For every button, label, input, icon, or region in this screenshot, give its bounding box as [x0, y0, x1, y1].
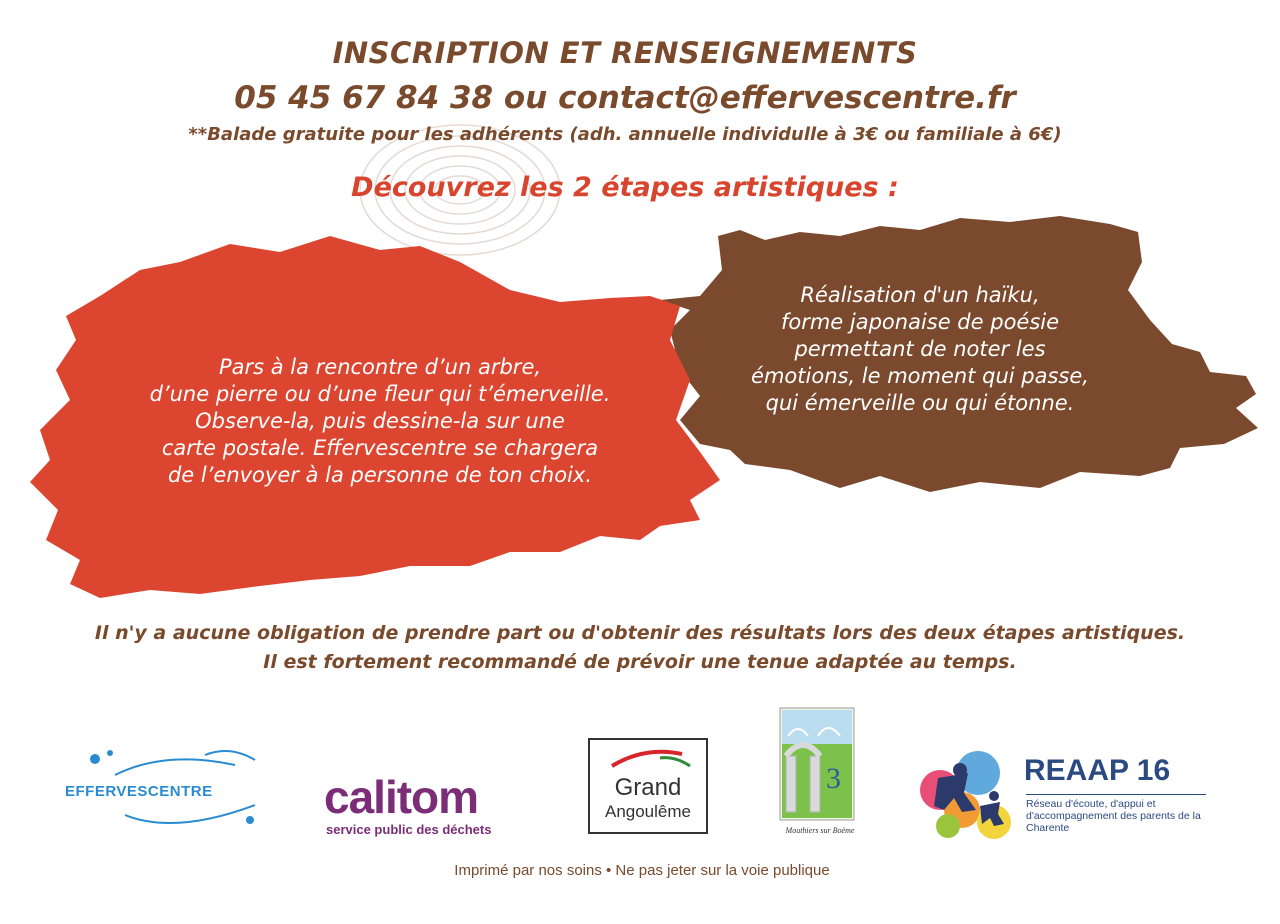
reaap-divider — [1026, 794, 1206, 795]
effervescentre-logo — [55, 745, 280, 840]
contact-info: 05 45 67 84 38 ou contact@effervescentre.fr — [234, 80, 1016, 116]
grand-angouleme-line2: Angoulême — [604, 802, 691, 821]
mouthiers-caption: Mouthiers sur Boëme — [785, 826, 855, 835]
calitom-logo — [322, 771, 532, 848]
step2-line: permettant de noter les — [794, 337, 1046, 361]
calitom-tagline: service public des déchets — [326, 822, 492, 837]
reaap-logo — [918, 748, 1218, 848]
svg-text:3: 3 — [826, 762, 841, 795]
disclaimer-line: Il n'y a aucune obligation de prendre part ou d'obtenir des résultats lors des deux étapes artistiques. — [94, 622, 1186, 644]
step2-line: émotions, le moment qui passe, — [751, 364, 1089, 388]
step1-text — [100, 354, 660, 489]
step2-line: forme japonaise de poésie — [780, 310, 1060, 334]
step1-line: de l’envoyer à la personne de ton choix. — [167, 463, 593, 487]
grand-angouleme-logo — [588, 738, 708, 834]
effervescentre-wordmark: EFFERVESCENTRE — [65, 783, 213, 800]
calitom-wordmark: calitom — [324, 771, 479, 823]
disclaimer-line: Il est fortement recommandé de prévoir une tenue adaptée au temps. — [263, 651, 1017, 673]
step1-line: Observe-la, puis dessine-la sur une — [195, 409, 565, 433]
disclaimer — [0, 619, 1280, 677]
step2-text — [700, 282, 1140, 417]
membership-note: **Balade gratuite pour les adhérents (adh. annuelle individulle à 3€ ou familiale à 6€) — [188, 124, 1062, 145]
step2-line: Réalisation d'un haïku, — [800, 283, 1040, 307]
step1-line: d’une pierre ou d’une fleur qui t’émerveille. — [149, 382, 611, 406]
mouthiers-logo — [778, 706, 862, 840]
page-title: INSCRIPTION ET RENSEIGNEMENTS — [332, 36, 918, 70]
step1-line: carte postale. Effervescentre se chargera — [161, 436, 599, 460]
step1-line: Pars à la rencontre d’un arbre, — [218, 355, 542, 379]
discover-heading: Découvrez les 2 étapes artistiques : — [351, 172, 899, 203]
footer-note: Imprimé par nos soins • Ne pas jeter sur la voie publique — [454, 862, 830, 879]
grand-angouleme-line1: Grand — [614, 774, 682, 801]
step2-line: qui émerveille ou qui étonne. — [765, 391, 1075, 415]
reaap-title: REAAP 16 — [1024, 754, 1171, 787]
reaap-subtitle: Réseau d'écoute, d'appui et d'accompagnement des parents de la Charente — [1026, 798, 1201, 834]
